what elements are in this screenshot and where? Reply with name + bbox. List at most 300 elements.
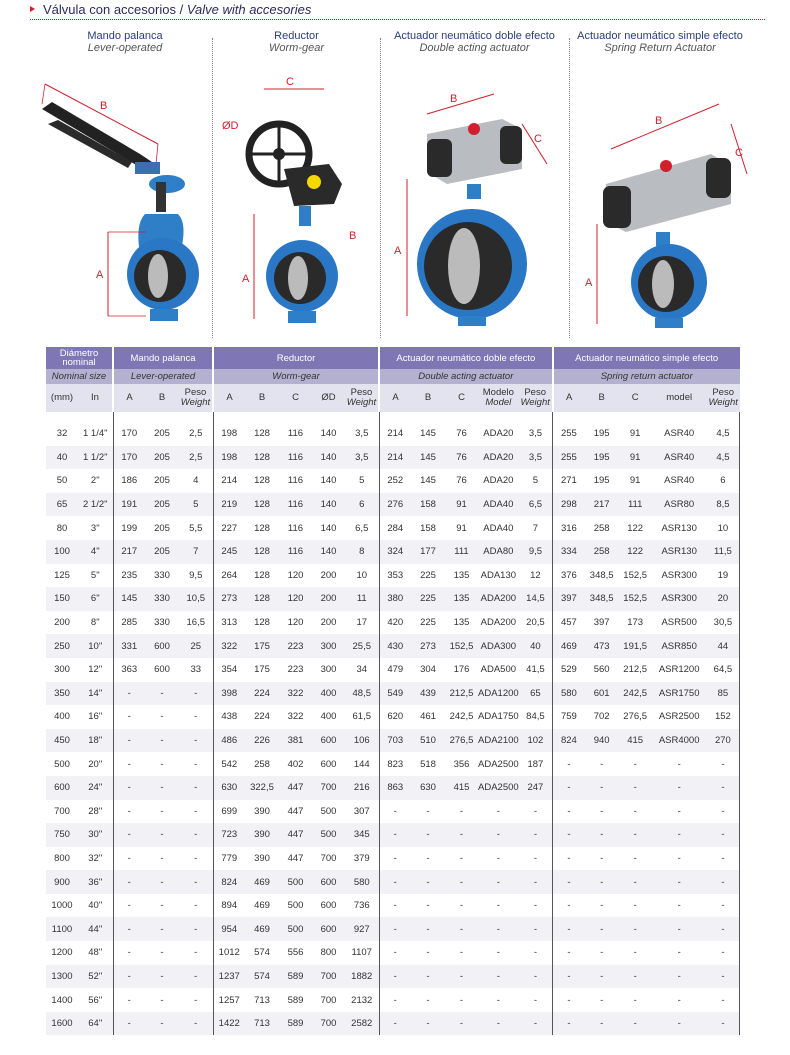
table-cell: - xyxy=(707,800,740,824)
table-cell: ASR40 xyxy=(652,446,707,470)
bullet-triangle-icon xyxy=(30,6,35,12)
table-cell: 128 xyxy=(254,428,270,440)
table-cell: 331 xyxy=(113,634,145,658)
table-cell: 195 xyxy=(585,446,619,470)
table-cell: 353 xyxy=(387,569,404,581)
group-subheader: Nominal size xyxy=(46,369,113,384)
table-cell: 128 xyxy=(245,446,279,470)
table-cell: 580 xyxy=(553,682,585,706)
page-header xyxy=(30,0,311,18)
table-cell: 6" xyxy=(78,587,113,611)
table-cell: - xyxy=(179,752,213,776)
table-cell: 397 xyxy=(553,587,585,611)
double-acting-valve-illustration xyxy=(382,54,567,334)
group-subheader: Spring return actuator xyxy=(553,369,740,384)
table-cell: - xyxy=(393,947,397,959)
table-cell: 400 xyxy=(54,711,70,723)
table-cell: 300 xyxy=(312,634,345,658)
table-cell: 4,5 xyxy=(707,422,740,446)
table-cell: - xyxy=(652,776,707,800)
section-divider xyxy=(380,38,381,338)
table-cell: ADA1750 xyxy=(478,711,519,723)
table-cell: 700 xyxy=(312,1012,345,1036)
table-cell: 30,5 xyxy=(707,611,740,635)
table-cell: 225 xyxy=(420,617,436,629)
table-cell: 322,5 xyxy=(245,776,279,800)
table-cell: - xyxy=(113,823,145,847)
table-cell: - xyxy=(179,894,213,918)
table-cell: - xyxy=(179,941,213,965)
table-cell: - xyxy=(478,965,519,989)
table-cell: 900 xyxy=(46,870,78,894)
table-cell: - xyxy=(445,870,478,894)
table-cell: 44" xyxy=(78,917,113,941)
table-cell: - xyxy=(496,900,500,912)
table-cell: 1100 xyxy=(46,917,78,941)
table-cell: - xyxy=(160,805,164,817)
table-cell: - xyxy=(411,917,445,941)
table-cell: 376 xyxy=(560,569,577,581)
column-header: Modelo Model xyxy=(478,384,519,412)
table-cell: 601 xyxy=(585,682,619,706)
title-es: Válvula con accesorios xyxy=(43,1,176,17)
table-cell: 620 xyxy=(387,711,404,723)
table-cell: 1200 xyxy=(51,947,73,959)
table-cell: 255 xyxy=(553,446,585,470)
table-cell: - xyxy=(519,847,553,871)
table-cell: 120 xyxy=(279,587,312,611)
table-cell: 600 xyxy=(46,776,78,800)
column-header: C xyxy=(619,384,652,412)
table-cell: 224 xyxy=(254,711,270,723)
table-cell: - xyxy=(179,682,213,706)
table-cell: 9,5 xyxy=(179,564,213,588)
table-cell: 214 xyxy=(379,446,411,470)
table-cell: 271 xyxy=(560,475,577,487)
section-double-acting xyxy=(382,30,567,340)
section-title: Actuador neumático simple efecto xyxy=(577,30,743,42)
table-cell: 44 xyxy=(707,634,740,658)
table-cell: 245 xyxy=(213,540,245,564)
table-row xyxy=(46,516,740,540)
table-cell: - xyxy=(445,823,478,847)
table-cell: ASR4000 xyxy=(652,729,707,753)
table-cell: - xyxy=(445,917,478,941)
table-cell: - xyxy=(426,805,430,817)
table-cell: 1422 xyxy=(213,1012,245,1036)
table-cell: 600 xyxy=(320,758,337,770)
table-cell: 135 xyxy=(453,569,470,581)
table-cell: - xyxy=(478,1012,519,1036)
table-cell: 175 xyxy=(254,664,270,676)
table-cell: - xyxy=(600,852,604,864)
table-cell: - xyxy=(519,1012,553,1036)
table-cell: 198 xyxy=(213,446,245,470)
table-cell: 1257 xyxy=(218,994,240,1006)
table-cell: ADA1200 xyxy=(478,682,519,706)
table-cell: - xyxy=(600,947,604,959)
table-cell: - xyxy=(677,805,681,817)
table-cell: - xyxy=(600,900,604,912)
table-cell: 5 xyxy=(345,469,379,493)
table-cell: - xyxy=(633,805,637,817)
table-cell: - xyxy=(652,965,707,989)
table-cell: 135 xyxy=(445,587,478,611)
table-cell: - xyxy=(379,870,411,894)
table-cell: 198 xyxy=(221,428,238,440)
table-cell: - xyxy=(426,900,430,912)
table-cell: 128 xyxy=(254,617,270,629)
column-header-row xyxy=(46,384,740,412)
table-cell: ASR130 xyxy=(661,522,697,534)
table-cell: 19 xyxy=(707,564,740,588)
table-cell: 750 xyxy=(46,823,78,847)
table-cell: 5 xyxy=(179,493,213,517)
table-cell: 800 xyxy=(320,947,337,959)
table-cell: 52" xyxy=(78,965,113,989)
table-cell: 447 xyxy=(279,823,312,847)
table-cell: 1 1/2" xyxy=(78,446,113,470)
table-cell: - xyxy=(145,870,179,894)
table-cell: 144 xyxy=(345,752,379,776)
table-cell: 2132 xyxy=(345,988,379,1012)
table-cell: 191,5 xyxy=(619,634,652,658)
table-row xyxy=(46,776,740,800)
table-cell: 135 xyxy=(453,617,470,629)
column-header: C xyxy=(279,384,312,412)
table-cell: 574 xyxy=(245,965,279,989)
section-spring-return xyxy=(571,30,749,340)
table-cell: 574 xyxy=(254,947,270,959)
table-cell: - xyxy=(553,823,585,847)
table-cell: 430 xyxy=(379,634,411,658)
table-cell: - xyxy=(127,758,131,770)
table-cell: 345 xyxy=(345,823,379,847)
table-cell: ASR40 xyxy=(664,475,695,487)
table-cell: 954 xyxy=(213,917,245,941)
table-cell: 64,5 xyxy=(707,658,740,682)
section-title: Reductor xyxy=(274,30,319,42)
table-cell: - xyxy=(179,917,213,941)
table-cell: - xyxy=(585,776,619,800)
table-cell: - xyxy=(619,823,652,847)
table-cell: 322 xyxy=(287,711,304,723)
table-cell: ADA20 xyxy=(478,446,519,470)
table-cell: - xyxy=(478,870,519,894)
table-row xyxy=(46,894,740,918)
table-cell: ASR1200 xyxy=(658,664,700,676)
table-cell: - xyxy=(496,852,500,864)
table-cell: 12 xyxy=(519,564,553,588)
table-cell: - xyxy=(113,729,145,753)
table-cell: 6,5 xyxy=(519,493,553,517)
table-cell: 469 xyxy=(254,900,270,912)
table-cell: 1 1/4" xyxy=(78,422,113,446)
table-cell: 500 xyxy=(320,805,337,817)
table-cell: 4 xyxy=(179,469,213,493)
section-title: Mando palanca xyxy=(87,30,163,42)
table-cell: 225 xyxy=(420,569,436,581)
table-cell: 400 xyxy=(320,711,337,723)
table-cell: - xyxy=(160,900,164,912)
table-cell: 307 xyxy=(345,800,379,824)
table-cell: 927 xyxy=(345,917,379,941)
table-cell: 510 xyxy=(411,729,445,753)
table-cell: 6 xyxy=(345,493,379,517)
table-cell: ASR300 xyxy=(652,587,707,611)
table-cell: 214 xyxy=(387,428,404,440)
table-cell: - xyxy=(127,852,131,864)
table-cell: 40" xyxy=(78,894,113,918)
table-cell: 600 xyxy=(312,729,345,753)
table-cell: 65 xyxy=(46,493,78,517)
section-subtitle: Double acting actuator xyxy=(419,42,530,54)
table-cell: 212,5 xyxy=(623,664,648,676)
table-cell: 1000 xyxy=(51,900,73,912)
table-cell: 390 xyxy=(245,823,279,847)
table-cell: 91 xyxy=(445,493,478,517)
table-cell: 30" xyxy=(78,823,113,847)
table-cell: - xyxy=(633,900,637,912)
table-cell: 217 xyxy=(585,493,619,517)
table-row xyxy=(46,823,740,847)
table-cell: - xyxy=(459,805,464,817)
table-cell: 116 xyxy=(279,446,312,470)
table-cell: 91 xyxy=(629,428,641,440)
table-cell: 348,5 xyxy=(585,587,619,611)
table-cell: 111 xyxy=(445,540,478,564)
table-cell: 8,5 xyxy=(707,493,740,517)
table-cell: 500 xyxy=(287,900,304,912)
column-header: (mm) xyxy=(46,384,78,412)
table-cell: 940 xyxy=(585,729,619,753)
table-cell: 334 xyxy=(553,540,585,564)
table-cell: - xyxy=(633,947,637,959)
table-cell: - xyxy=(553,965,585,989)
table-cell: 145 xyxy=(420,428,436,440)
table-row xyxy=(46,422,740,446)
table-cell: 736 xyxy=(345,894,379,918)
group-header: Actuador neumático simple efecto xyxy=(553,347,740,369)
table-cell: 120 xyxy=(287,569,304,581)
dim-label-b: B xyxy=(100,100,108,112)
table-cell: - xyxy=(585,965,619,989)
table-row xyxy=(46,611,740,635)
table-cell: 894 xyxy=(221,900,238,912)
table-cell: 700 xyxy=(312,965,345,989)
table-cell: 14" xyxy=(78,682,113,706)
table-cell: - xyxy=(707,941,740,965)
table-cell: 205 xyxy=(154,522,170,534)
table-cell: 80 xyxy=(56,522,68,534)
table-cell: ASR40 xyxy=(664,428,695,440)
table-cell: 702 xyxy=(593,711,610,723)
table-cell: 330 xyxy=(154,617,170,629)
table-cell: 824 xyxy=(213,870,245,894)
column-header: Peso Weight xyxy=(345,384,379,412)
group-subheader: Worm-gear xyxy=(213,369,379,384)
table-cell: - xyxy=(652,917,707,941)
table-cell: ASR300 xyxy=(661,569,697,581)
table-cell: 500 xyxy=(279,870,312,894)
table-cell: - xyxy=(145,965,179,989)
table-cell: 125 xyxy=(54,569,70,581)
table-cell: 447 xyxy=(287,852,304,864)
table-cell: 700 xyxy=(320,852,337,864)
table-cell: - xyxy=(553,870,585,894)
table-cell: 703 xyxy=(379,729,411,753)
table-cell: 116 xyxy=(279,493,312,517)
dim-label-a: A xyxy=(242,273,250,285)
table-cell: ADA200 xyxy=(480,617,517,629)
table-cell: - xyxy=(585,1012,619,1036)
column-header: In xyxy=(78,384,113,412)
table-cell: 175 xyxy=(245,634,279,658)
table-cell: 140 xyxy=(320,475,337,487)
table-cell: - xyxy=(519,800,553,824)
table-cell: 226 xyxy=(245,729,279,753)
table-cell: - xyxy=(519,894,553,918)
table-cell: - xyxy=(519,823,553,847)
table-cell: 330 xyxy=(154,569,170,581)
table-cell: 48,5 xyxy=(345,682,379,706)
table-cell: 91 xyxy=(619,446,652,470)
table-cell: 173 xyxy=(627,617,644,629)
section-divider xyxy=(212,38,213,338)
group-header: Mando palanca xyxy=(113,347,213,369)
table-cell: 473 xyxy=(585,634,619,658)
table-cell: 600 xyxy=(145,634,179,658)
section-subtitle: Spring Return Actuator xyxy=(604,42,716,54)
table-cell: 439 xyxy=(411,682,445,706)
table-cell: - xyxy=(411,870,445,894)
table-cell: - xyxy=(426,947,430,959)
table-cell: 486 xyxy=(213,729,245,753)
column-header: Peso Weight xyxy=(179,384,213,412)
table-cell: - xyxy=(567,947,571,959)
table-cell: 170 xyxy=(113,446,145,470)
table-row xyxy=(46,752,740,776)
table-cell: - xyxy=(179,1012,213,1036)
table-cell: 402 xyxy=(287,758,304,770)
table-cell: - xyxy=(519,988,553,1012)
spacer-row xyxy=(46,412,740,422)
table-cell: - xyxy=(619,917,652,941)
table-cell: - xyxy=(553,1012,585,1036)
table-cell: - xyxy=(652,823,707,847)
table-cell: 10 xyxy=(707,516,740,540)
table-cell: - xyxy=(677,900,681,912)
table-cell: 216 xyxy=(345,776,379,800)
table-cell: 600 xyxy=(312,870,345,894)
table-cell: 3,5 xyxy=(519,422,553,446)
table-cell: - xyxy=(677,758,681,770)
spring-return-valve-illustration xyxy=(571,54,749,334)
table-cell: - xyxy=(393,805,397,817)
dim-label-b: B xyxy=(349,230,357,242)
column-header: Peso Weight xyxy=(707,384,740,412)
table-cell: 7 xyxy=(179,540,213,564)
table-row xyxy=(46,634,740,658)
table-cell: 176 xyxy=(453,664,470,676)
table-cell: 529 xyxy=(560,664,577,676)
table-cell: - xyxy=(567,900,571,912)
table-cell: 200 xyxy=(320,617,337,629)
table-cell: 116 xyxy=(287,475,304,487)
table-cell: - xyxy=(585,823,619,847)
table-cell: - xyxy=(633,758,637,770)
table-cell: 354 xyxy=(221,664,238,676)
table-cell: 723 xyxy=(213,823,245,847)
table-cell: 381 xyxy=(279,729,312,753)
table-cell: 224 xyxy=(245,682,279,706)
table-cell: 186 xyxy=(121,475,138,487)
table-cell: 152 xyxy=(707,705,740,729)
table-cell: 863 xyxy=(379,776,411,800)
table-cell: - xyxy=(411,823,445,847)
table-cell: 390 xyxy=(254,852,270,864)
table-cell: 630 xyxy=(213,776,245,800)
table-cell: 6 xyxy=(707,469,740,493)
table-cell: - xyxy=(127,994,131,1006)
table-cell: - xyxy=(553,776,585,800)
table-cell: 823 xyxy=(387,758,404,770)
table-row xyxy=(46,493,740,517)
table-cell: - xyxy=(179,823,213,847)
table-cell: 285 xyxy=(121,617,138,629)
table-cell: 398 xyxy=(213,682,245,706)
table-cell: - xyxy=(445,1012,478,1036)
table-cell: 8 xyxy=(345,540,379,564)
table-cell: - xyxy=(393,900,397,912)
table-cell: - xyxy=(707,1012,740,1036)
table-cell: - xyxy=(426,852,430,864)
table-cell: - xyxy=(652,870,707,894)
table-cell: - xyxy=(113,917,145,941)
table-cell: 4,5 xyxy=(707,446,740,470)
table-cell: 200 xyxy=(54,617,70,629)
table-cell: 76 xyxy=(456,428,467,440)
table-cell: 630 xyxy=(411,776,445,800)
table-cell: 700 xyxy=(320,994,337,1006)
table-cell: - xyxy=(585,917,619,941)
table-cell: 469 xyxy=(553,634,585,658)
table-cell: - xyxy=(127,711,131,723)
table-cell: 542 xyxy=(221,758,238,770)
table-cell: 33 xyxy=(179,658,213,682)
table-cell: 258 xyxy=(593,522,610,534)
table-cell: 438 xyxy=(221,711,238,723)
table-cell: ASR1750 xyxy=(652,682,707,706)
table-cell: 16,5 xyxy=(179,611,213,635)
table-cell: 500 xyxy=(279,917,312,941)
table-cell: - xyxy=(478,823,519,847)
table-cell: 450 xyxy=(46,729,78,753)
table-cell: 205 xyxy=(154,475,170,487)
column-header: A xyxy=(213,384,245,412)
table-cell: 106 xyxy=(345,729,379,753)
table-cell: 415 xyxy=(445,776,478,800)
table-cell: - xyxy=(379,823,411,847)
table-cell: 363 xyxy=(121,664,138,676)
table-cell: 217 xyxy=(113,540,145,564)
table-cell: - xyxy=(519,965,553,989)
dim-label-od: ØD xyxy=(222,120,239,132)
table-cell: 779 xyxy=(221,852,238,864)
table-cell: 469 xyxy=(245,870,279,894)
table-cell: 65 xyxy=(519,682,553,706)
table-cell: - xyxy=(707,917,740,941)
